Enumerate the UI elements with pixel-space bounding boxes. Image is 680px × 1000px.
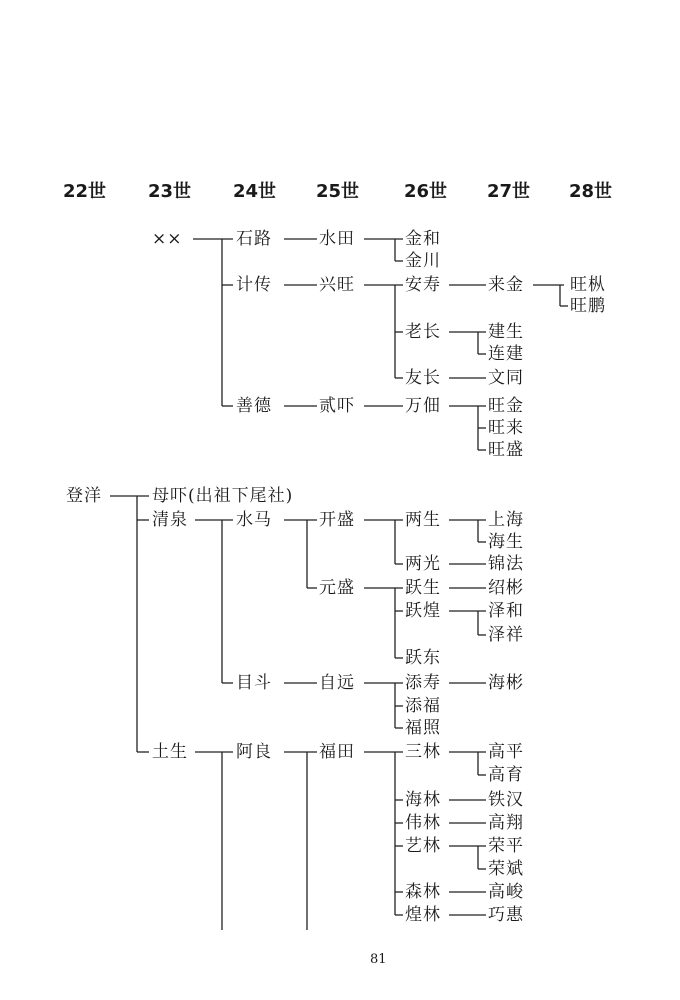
person-yuansheng: 元盛 bbox=[319, 578, 355, 598]
person-yuedong: 跃东 bbox=[405, 648, 441, 668]
generation-header-24: 24世 bbox=[233, 181, 277, 202]
person-mudou2: 目斗 bbox=[236, 673, 272, 693]
person-anshou: 安寿 bbox=[405, 275, 441, 295]
person-tiehan: 铁汉 bbox=[488, 790, 524, 810]
person-kaisheng: 开盛 bbox=[319, 510, 355, 530]
person-gaoping: 高平 bbox=[488, 742, 524, 762]
person-haibin: 海彬 bbox=[488, 673, 524, 693]
person-rongbin: 荣斌 bbox=[488, 859, 524, 879]
person-jichuan: 计传 bbox=[236, 275, 272, 295]
person-yuehuang: 跃煌 bbox=[405, 601, 441, 621]
person-haisheng: 海生 bbox=[488, 532, 524, 552]
person-gaoyu: 高育 bbox=[488, 765, 524, 785]
person-fuzhao: 福照 bbox=[405, 718, 441, 738]
person-laijin: 来金 bbox=[488, 275, 524, 295]
generation-header-27: 27世 bbox=[487, 181, 531, 202]
generation-header-22: 22世 bbox=[63, 181, 107, 202]
generation-header-28: 28世 bbox=[569, 181, 613, 202]
person-mudou: 母吓(出祖下尾社) bbox=[152, 486, 294, 506]
person-jiansheng: 建生 bbox=[488, 322, 524, 342]
person-gaoxiang: 高翔 bbox=[488, 813, 524, 833]
person-jinhe: 金和 bbox=[405, 229, 441, 249]
person-hailin: 海林 bbox=[405, 790, 441, 810]
person-zexiang: 泽祥 bbox=[488, 625, 524, 645]
person-tianshou: 添寿 bbox=[405, 673, 441, 693]
person-senlin: 森林 bbox=[405, 882, 441, 902]
person-wangcong: 旺枞 bbox=[570, 275, 606, 295]
person-qiaohui: 巧惠 bbox=[488, 905, 524, 925]
generation-header-25: 25世 bbox=[316, 181, 360, 202]
page-number: 81 bbox=[370, 952, 387, 967]
person-shuitian: 水田 bbox=[319, 229, 355, 249]
person-wangjin: 旺金 bbox=[488, 396, 524, 416]
person-wangpeng: 旺鹏 bbox=[570, 296, 606, 316]
person-shilu: 石路 bbox=[236, 229, 272, 249]
person-dengyang: 登洋 bbox=[66, 486, 102, 506]
person-shanghai: 上海 bbox=[488, 510, 524, 530]
person-liangsheng: 两生 bbox=[405, 510, 441, 530]
person-shuima: 水马 bbox=[236, 510, 272, 530]
person-jinfa: 锦法 bbox=[488, 554, 524, 574]
person-yilin: 艺林 bbox=[405, 836, 441, 856]
person-aliang: 阿良 bbox=[236, 742, 272, 762]
person-shande: 善德 bbox=[236, 396, 272, 416]
person-xingwang: 兴旺 bbox=[319, 275, 355, 295]
person-ziyuan: 自远 bbox=[319, 673, 355, 693]
person-wanglai: 旺来 bbox=[488, 418, 524, 438]
person-wantian: 万佃 bbox=[405, 396, 441, 416]
generation-header-26: 26世 bbox=[404, 181, 448, 202]
person-rongping: 荣平 bbox=[488, 836, 524, 856]
person-lianjian: 连建 bbox=[488, 344, 524, 364]
person-youchang: 友长 bbox=[405, 368, 441, 388]
person-shaobin: 绍彬 bbox=[488, 578, 524, 598]
person-tusheng: 土生 bbox=[152, 742, 188, 762]
person-weilin: 伟林 bbox=[405, 813, 441, 833]
person-xx: ×× bbox=[152, 229, 183, 249]
person-jinchuan: 金川 bbox=[405, 251, 441, 271]
person-erdou: 贰吓 bbox=[319, 396, 355, 416]
person-tianfu: 添福 bbox=[405, 696, 441, 716]
person-wentong: 文同 bbox=[488, 368, 524, 388]
person-liangguang: 两光 bbox=[405, 554, 441, 574]
person-yuesheng: 跃生 bbox=[405, 578, 441, 598]
generation-header-23: 23世 bbox=[148, 181, 192, 202]
person-zehe: 泽和 bbox=[488, 601, 524, 621]
person-sanlin: 三林 bbox=[405, 742, 441, 762]
person-qingquan: 清泉 bbox=[152, 510, 188, 530]
person-futian: 福田 bbox=[319, 742, 355, 762]
person-huanglin: 煌林 bbox=[405, 905, 441, 925]
person-gaojun: 高峻 bbox=[488, 882, 524, 902]
person-wangsheng: 旺盛 bbox=[488, 440, 524, 460]
person-laochang: 老长 bbox=[405, 322, 441, 342]
